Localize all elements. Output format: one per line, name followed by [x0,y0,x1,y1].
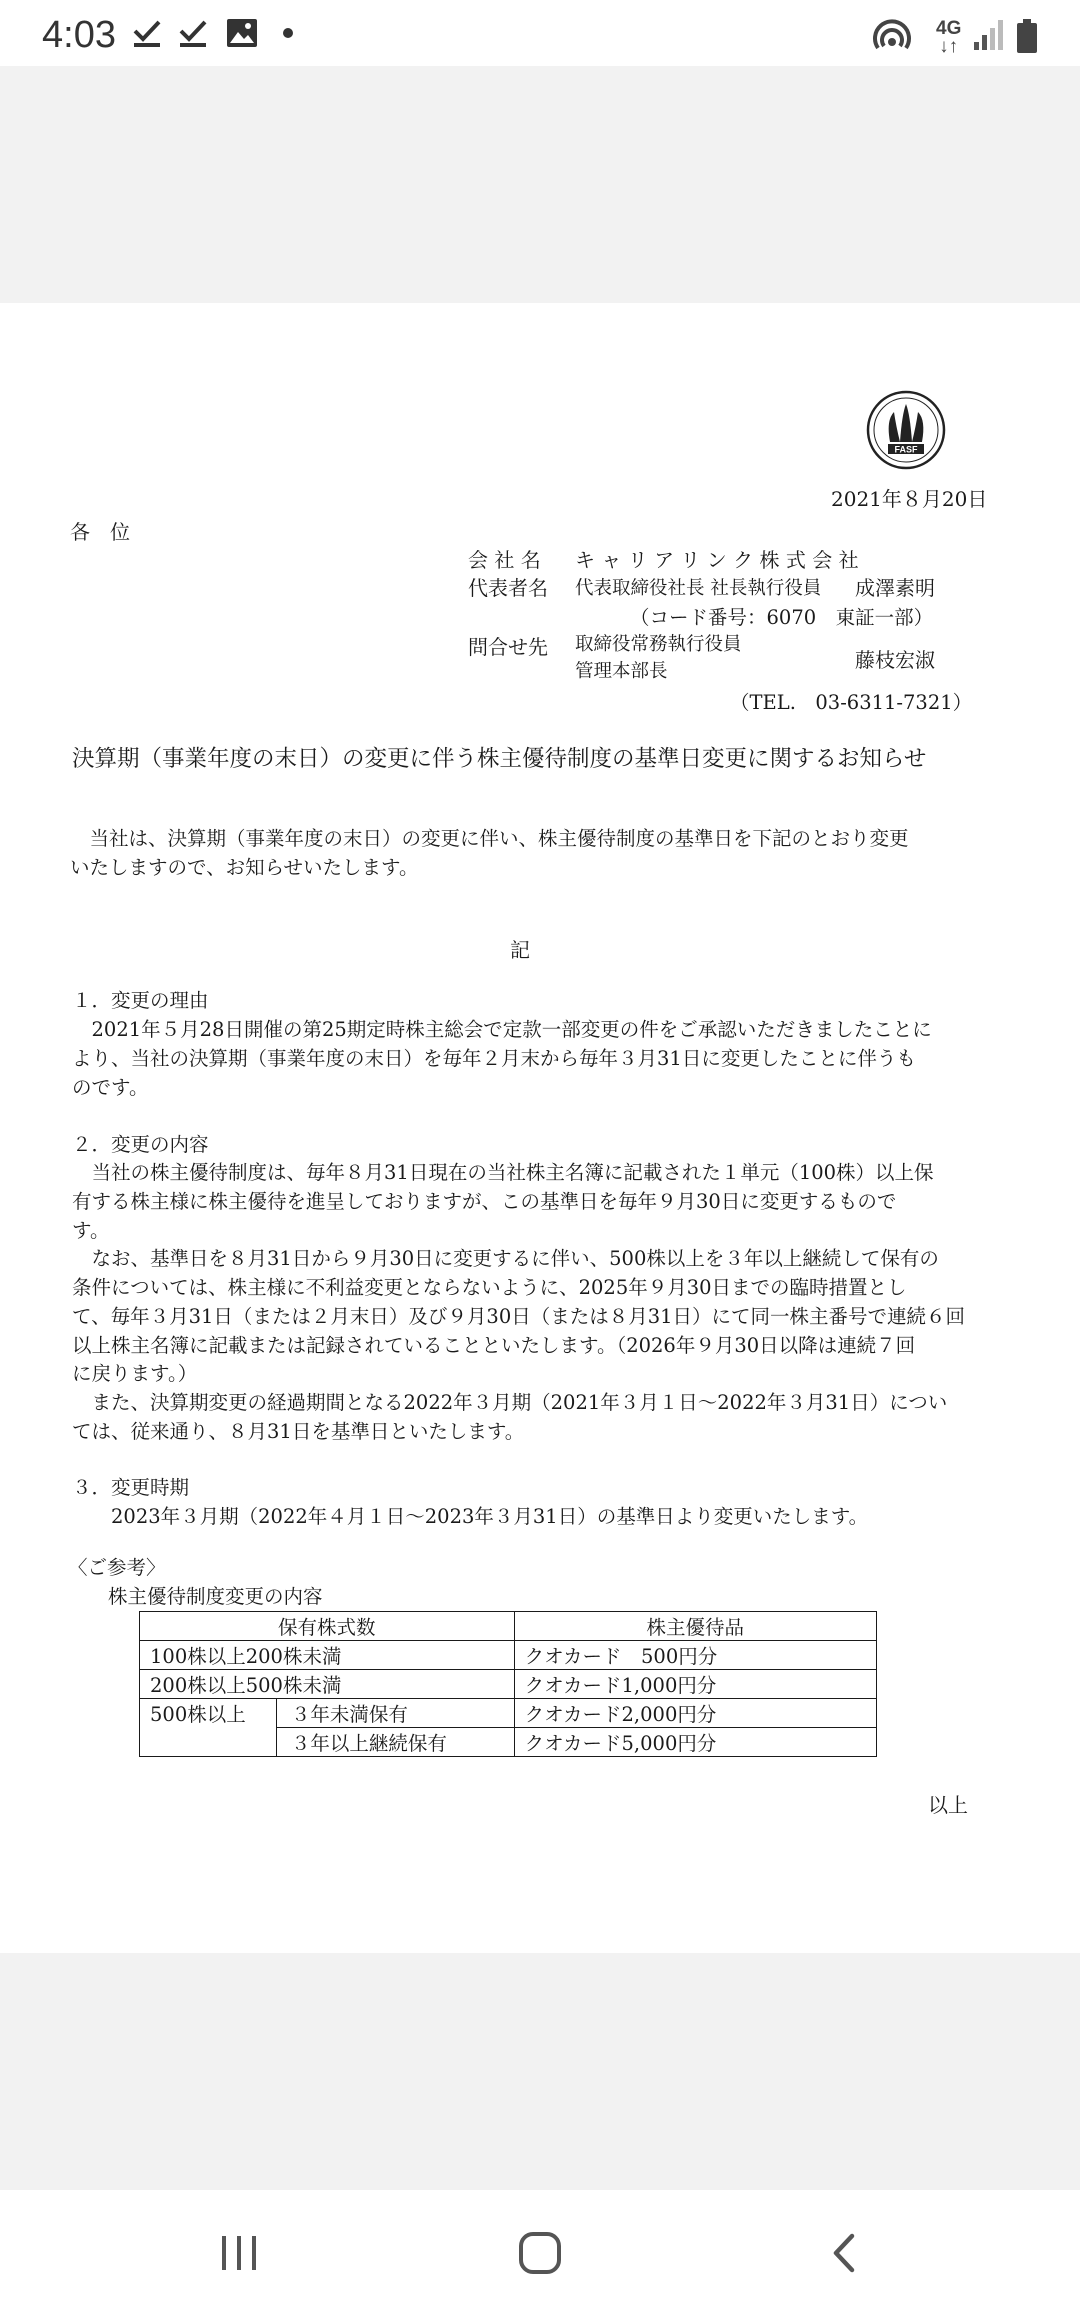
back-icon[interactable] [826,2232,862,2274]
table-row [140,1699,877,1728]
ki-heading: 記 [510,938,530,962]
section-1-heading: １．変更の理由 [72,989,209,1012]
section-2-line: す。 [72,1219,110,1242]
addressee: 各 位 [70,520,130,544]
table-group-cell: 500株以上 [140,1699,277,1757]
company-name-label: 会 社 名 [468,548,541,572]
intro-line: 当社は、決算期（事業年度の末日）の変更に伴い、株主優待制度の基準日を下記のとおり変更 [70,827,909,850]
dot-icon [282,18,294,48]
document-page [0,303,1080,1953]
contact-label: 問合せ先 [468,635,548,659]
section-1-line: より、当社の決算期（事業年度の末日）を毎年２月末から毎年３月31日に変更したことに伴うも [72,1047,916,1070]
contact-name: 藤枝宏淑 [855,648,935,672]
company-name: キ ャ リ ア リ ン ク 株 式 会 社 [575,548,859,572]
section-2-line: 当社の株主優待制度は、毎年８月31日現在の当社株主名簿に記載された１単元（100株）以上保 [72,1161,934,1184]
table-cell: クオカード2,000円分 [514,1699,876,1728]
section-2-line: 以上株主名簿に記載または記録されていることといたします。（2026年９月30日以降は連続７回 [72,1334,916,1357]
table-cell: クオカード1,000円分 [514,1670,876,1699]
svg-text:FASF: FASF [894,444,918,455]
home-icon[interactable] [517,2230,563,2276]
section-2-line: ては、従来通り、８月31日を基準日といたします。 [72,1420,525,1443]
representative-label: 代表者名 [468,576,548,600]
representative-name: 成澤素明 [855,576,935,600]
section-2-heading: ２．変更の内容 [72,1133,209,1156]
section-2-line: に戻ります。） [72,1362,198,1385]
image-icon [226,18,258,48]
section-1-line: 2021年５月28日開催の第25期定時株主総会で定款一部変更の件をご承認いただきましたことに [72,1018,932,1041]
section-2-line: て、毎年３月31日（または２月末日）及び９月30日（または８月31日）にて同一株主番号で連続６回 [72,1305,966,1328]
table-row [140,1641,877,1670]
document-date: 2021年８月20日 [831,487,988,511]
document-title: 決算期（事業年度の末日）の変更に伴う株主優待制度の基準日変更に関するお知らせ [72,746,927,772]
table-cell: ３年未満保有 [276,1699,514,1728]
table-cell: 200株以上500株未満 [140,1670,515,1699]
section-1-line: のです。 [72,1076,149,1099]
stock-code: （コード番号：6070 東証一部） [630,606,934,629]
contact-title: 取締役常務執行役員 [575,634,742,655]
fasf-seal [866,390,946,470]
status-bar [0,0,1080,66]
download-done-icon [178,18,208,48]
telephone: （TEL. 03-6311-7321） [730,691,973,714]
network-type: 4G ↓↑ [936,18,962,57]
download-done-icon [132,18,162,48]
table-header-cell: 保有株式数 [140,1612,515,1641]
section-2-line: なお、基準日を８月31日から９月30日に変更するに伴い、500株以上を３年以上継続して保有の [72,1247,939,1270]
recent-apps-icon[interactable] [218,2232,260,2274]
table-cell: クオカード 500円分 [514,1641,876,1670]
reference-heading: 〈ご参考〉 [68,1556,166,1579]
hotspot-icon [872,18,912,58]
signal-icon [972,18,1006,52]
status-time: 4:03 [42,14,116,56]
intro-line: いたしますので、お知らせいたします。 [70,856,419,879]
contact-dept: 管理本部長 [575,661,668,682]
section-2-line: 条件については、株主様に不利益変更とならないように、2025年９月30日までの臨時措置とし [72,1276,907,1299]
benefit-table [139,1611,877,1757]
section-2-line: 有する株主様に株主優待を進呈しておりますが、この基準日を毎年９月30日に変更するもので [72,1190,897,1213]
section-3-heading: ３．変更時期 [72,1476,190,1499]
table-header-cell: 株主優待品 [514,1612,876,1641]
reference-subheading: 株主優待制度変更の内容 [108,1585,323,1608]
representative-title: 代表取締役社長 社長執行役員 [575,578,822,599]
battery-icon [1016,18,1038,54]
table-header-row [140,1612,877,1641]
table-row [140,1670,877,1699]
section-2-line: また、決算期変更の経過期間となる2022年３月期（2021年３月１日〜2022年３月31日）につい [72,1391,948,1414]
table-cell: 100株以上200株未満 [140,1641,515,1670]
section-3-body: 2023年３月期（2022年４月１日〜2023年３月31日）の基準日より変更いたします。 [111,1505,869,1528]
table-cell: ３年以上継続保有 [276,1728,514,1757]
closing-text: 以上 [928,1793,968,1817]
navigation-bar [0,2190,1080,2316]
table-cell: クオカード5,000円分 [514,1728,876,1757]
